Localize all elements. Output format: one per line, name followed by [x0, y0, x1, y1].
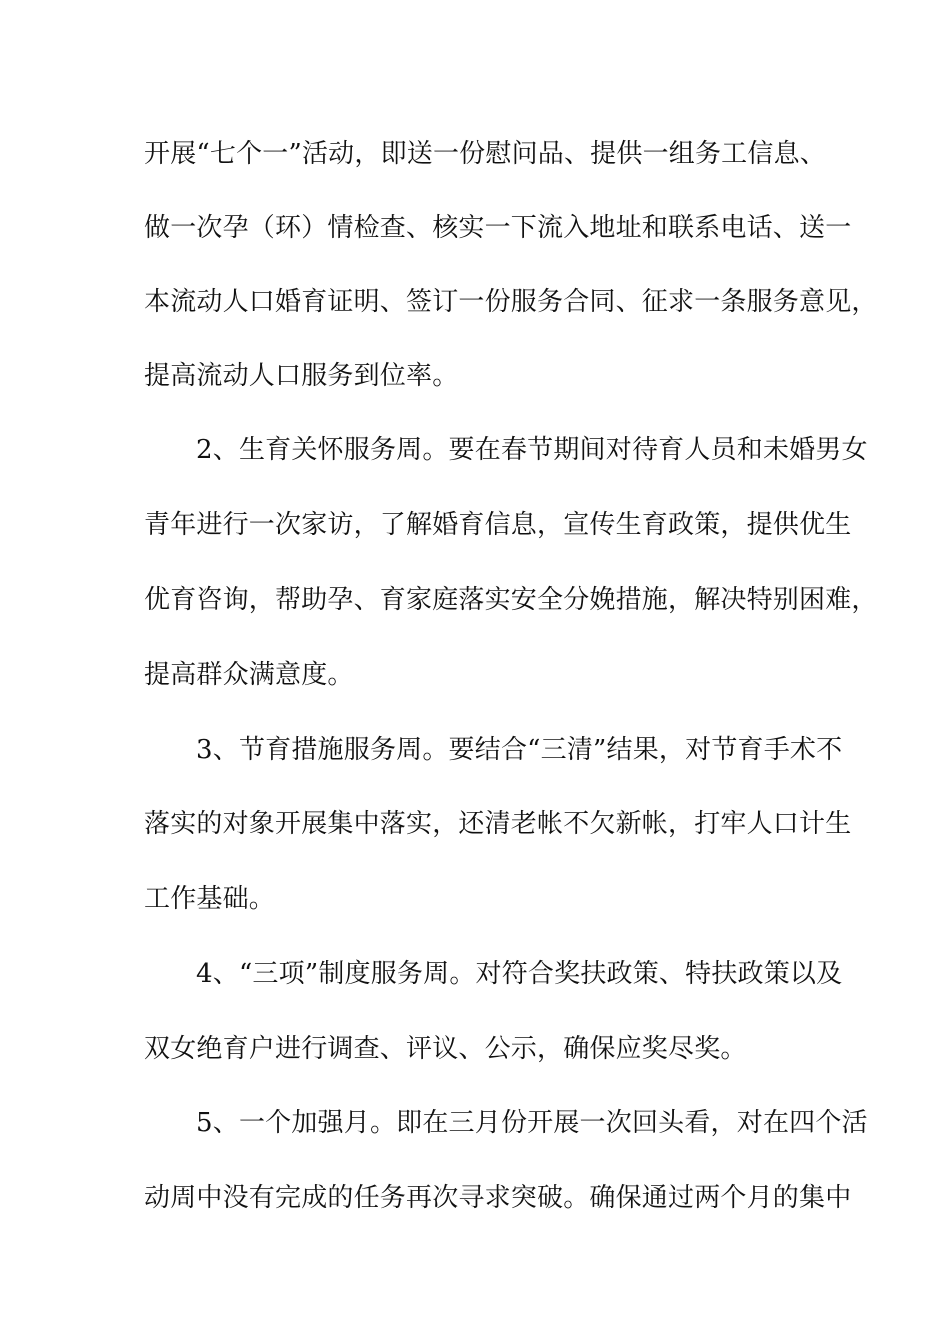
- paragraph-3-start: 3、节育措施服务周。要结合“三清”结果，对节育手术不: [196, 735, 843, 765]
- text-line: 动周中没有完成的任务再次寻求突破。确保通过两个月的集中: [144, 1183, 852, 1213]
- text-line: 提高流动人口服务到位率。: [144, 361, 459, 391]
- text-line: 落实的对象开展集中落实，还清老帐不欠新帐，打牢人口计生: [144, 809, 852, 839]
- paragraph-4-start: 4、“三项”制度服务周。对符合奖扶政策、特扶政策以及: [196, 959, 843, 989]
- text-line: 工作基础。: [144, 884, 276, 914]
- text-line: 本流动人口婚育证明、签订一份服务合同、征求一条服务意见，: [144, 287, 878, 317]
- paragraph-2-start: 2、生育关怀服务周。要在春节期间对待育人员和未婚男女: [196, 435, 868, 465]
- text-line: 青年进行一次家访，了解婚育信息，宣传生育政策，提供优生: [144, 510, 852, 540]
- text-line: 做一次孕（环）情检查、核实一下流入地址和联系电话、送一: [144, 213, 852, 243]
- text-line: 优育咨询，帮助孕、育家庭落实安全分娩措施，解决特别困难，: [144, 585, 878, 615]
- paragraph-5-start: 5、一个加强月。即在三月份开展一次回头看，对在四个活: [196, 1108, 868, 1138]
- text-line: 双女绝育户进行调查、评议、公示，确保应奖尽奖。: [144, 1034, 747, 1064]
- text-line: 提高群众满意度。: [144, 660, 354, 690]
- text-line: 开展“七个一”活动，即送一份慰问品、提供一组务工信息、: [144, 139, 826, 169]
